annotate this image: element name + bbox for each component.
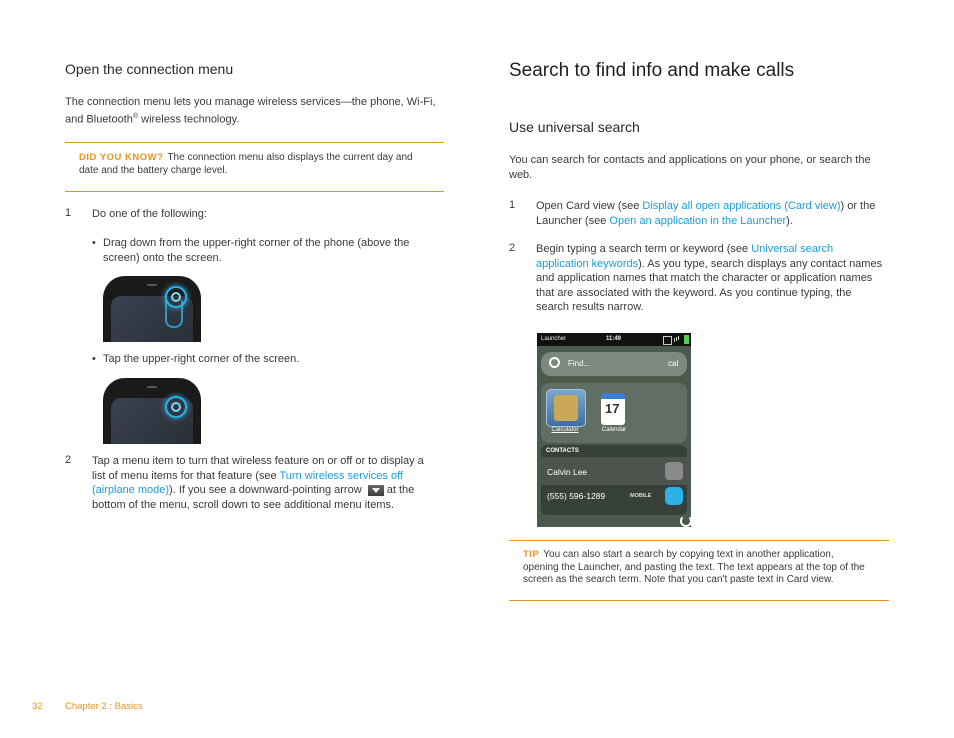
step-number: 1 [509, 199, 516, 211]
link-universal-search[interactable]: Universal search [751, 243, 834, 255]
intro-paragraph: You can search for contacts and applications on your phone, or search the web. [509, 154, 871, 181]
calculator-icon[interactable] [546, 389, 586, 427]
contact-row[interactable] [541, 457, 687, 485]
page-number: 32 [32, 701, 43, 712]
contacts-title: CONTACTS [546, 448, 579, 454]
search-icon [549, 357, 560, 368]
intro-paragraph: The connection menu lets you manage wireless services—the phone, Wi-Fi, and Bluetooth® wireless technology. [65, 96, 436, 126]
contact-name: Calvin Lee [547, 467, 588, 477]
link-airplane-mode[interactable]: (airplane mode) [92, 484, 170, 496]
contact-avatar-icon [665, 462, 683, 480]
drag-down-arrow-icon [165, 300, 183, 328]
step-number: 2 [65, 454, 72, 466]
phone-drag-illustration [103, 276, 201, 342]
search-query: cal [668, 359, 679, 368]
link-card-view[interactable]: Display all open applications (Card view) [642, 200, 841, 212]
signal-icon [674, 338, 675, 342]
tip-bottom-rule [509, 600, 889, 601]
step-text: Open Card view (see Display all open applications (Card view)) or the Launcher (see Open an application in the Launcher). [536, 200, 876, 227]
search-screenshot [537, 333, 691, 527]
calendar-icon[interactable]: 17 [595, 389, 633, 425]
app-label-calendar: Calendar [601, 427, 627, 433]
clock: 11:49 [606, 336, 622, 342]
app-label-calculator: Calculator [551, 427, 579, 433]
bullet-text: Tap the upper-right corner of the screen. [103, 353, 300, 365]
call-icon[interactable] [665, 487, 683, 505]
did-you-know-callout: DID YOU KNOW? The connection menu also displays the current day and date and the battery charge level. [79, 152, 413, 176]
refresh-icon [680, 515, 691, 527]
chapter-footer: Chapter 2 : Basics [65, 701, 143, 712]
did-you-know-label: DID YOU KNOW? [79, 152, 164, 163]
tip-callout: TIP You can also start a search by copying text in another application, opening the Launcher, and pasting the text. The text appears at the top of the screen as the search term. Note that you can't paste text in Card view. [523, 549, 865, 585]
phone-tap-illustration [103, 378, 201, 444]
link-application-keywords[interactable]: application keywords [536, 257, 639, 270]
contact-type: MOBILE [630, 493, 652, 499]
step-text: Do one of the following: [92, 208, 207, 220]
callout-bottom-rule [65, 191, 444, 192]
section-heading: Open the connection menu [65, 61, 234, 77]
launcher-label: Launcher [541, 336, 567, 342]
battery-icon [684, 335, 689, 344]
app-results [541, 383, 687, 443]
search-input[interactable] [541, 352, 687, 376]
tip-top-rule [509, 540, 889, 541]
touch-indicator-icon [165, 396, 187, 418]
down-arrow-icon [368, 485, 384, 496]
bullet-glyph: • [92, 353, 96, 365]
section-heading: Use universal search [509, 119, 640, 135]
tip-label: TIP [523, 549, 540, 560]
bullet-glyph: • [92, 237, 96, 249]
status-bar [537, 333, 691, 346]
callout-top-rule [65, 142, 444, 143]
search-placeholder: Find... [568, 359, 591, 368]
bullet-text: Drag down from the upper-right corner of the phone (above the screen) onto the screen. [103, 237, 410, 264]
link-turn-wireless-off[interactable]: Turn wireless services off [279, 469, 403, 482]
link-launcher[interactable]: Open an application in the Launcher [609, 214, 787, 227]
step-number: 1 [65, 207, 72, 219]
step-number: 2 [509, 242, 516, 254]
step-text: Tap a menu item to turn that wireless feature on or off or to display a list of menu items for that feature (see Turn wireless services off (airplane mode)). If you see a downward-pointing arrow at the bottom of the menu, scroll down to see additional menu items. [92, 455, 424, 511]
sim-icon [663, 336, 672, 345]
page-title: Search to find info and make calls [509, 60, 795, 81]
step-text: Begin typing a search term or keyword (see Universal search application keywords). As you type, search displays any contact names and application names that match the character or application names that are associated with the keyword. As you continue typing, the search results narrow. [536, 243, 883, 313]
contact-phone[interactable]: (555) 596-1289 [547, 491, 606, 501]
contacts-results [541, 445, 687, 515]
